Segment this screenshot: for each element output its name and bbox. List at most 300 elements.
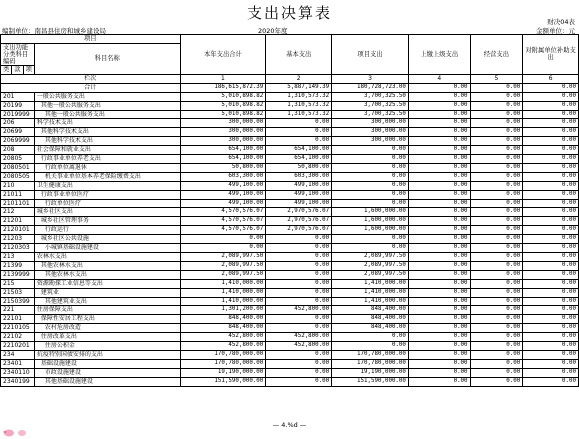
table-row	[1, 155, 579, 164]
amount-cell: 0.00	[266, 235, 332, 244]
amount-cell: 0.00	[408, 137, 470, 146]
amount-cell: 4,570,576.07	[180, 226, 266, 235]
amount-cell: 0.00	[523, 226, 579, 235]
table-row	[1, 270, 579, 279]
amount-cell: 452,800.00	[266, 342, 332, 351]
subject-name: 城乡社区支出	[34, 208, 180, 217]
header-upper: 上缴上级支出	[408, 35, 470, 75]
amount-cell: 0.00	[408, 163, 470, 172]
subject-name: 行政事业单位养老支出	[34, 155, 180, 164]
amount-cell: 0.00	[470, 181, 523, 190]
table-row	[1, 199, 579, 208]
amount-cell: 0.00	[523, 110, 579, 119]
amount-cell: 0.00	[470, 342, 523, 351]
amount-cell: 0.00	[470, 315, 523, 324]
amount-cell: 0.00	[408, 359, 470, 368]
amount-cell: 0.00	[470, 110, 523, 119]
table-row	[1, 235, 579, 244]
amount-cell: 1,310,573.32	[266, 92, 332, 101]
table-row	[1, 333, 579, 342]
amount-cell: 0.00	[523, 155, 579, 164]
amount-cell: 0.00	[266, 261, 332, 270]
header-subsidy: 对附属单位补助支出	[523, 35, 579, 75]
amount-cell: 0.00	[332, 146, 409, 155]
amount-cell: 1,600,000.00	[332, 208, 409, 217]
amount-cell: 0.00	[408, 190, 470, 199]
subject-name: 行政单位医疗	[34, 199, 180, 208]
subject-name: 其他基础设施建设	[34, 377, 180, 386]
amount-cell: 0.00	[470, 92, 523, 101]
amount-cell: 0.00	[470, 350, 523, 359]
amount-cell: 0.00	[470, 297, 523, 306]
amount-cell: 0.00	[266, 368, 332, 377]
amount-cell: 0.00	[470, 324, 523, 333]
amount-cell: 4,570,576.07	[180, 208, 266, 217]
header-section: 款	[12, 65, 23, 74]
amount-cell: 0.00	[523, 181, 579, 190]
header-item: 项	[23, 65, 34, 74]
subject-name: 一般公共服务支出	[34, 92, 180, 101]
amount-cell: 2,970,576.07	[266, 208, 332, 217]
subject-code: 2340199	[1, 377, 35, 386]
subject-code: 2340110	[1, 368, 35, 377]
amount-cell: 0.00	[180, 244, 266, 253]
amount-cell: 848,400.00	[332, 324, 409, 333]
amount-cell: 499,100.00	[180, 181, 266, 190]
subject-code: 221	[1, 306, 35, 315]
amount-cell: 2,970,576.07	[266, 226, 332, 235]
amount-cell: 0.00	[408, 208, 470, 217]
amount-cell: 0.00	[523, 342, 579, 351]
amount-cell: 0.00	[408, 350, 470, 359]
amount-cell: 0.00	[523, 137, 579, 146]
amount-cell: 0.00	[266, 137, 332, 146]
col-num: 2	[266, 74, 332, 83]
subject-name: 其他建筑业支出	[34, 297, 180, 306]
header-total: 本年支出合计	[180, 35, 266, 75]
amount-cell: 1,410,000.00	[332, 288, 409, 297]
subject-name: 小城镇基础设施建设	[34, 244, 180, 253]
amount-cell: 0.00	[332, 181, 409, 190]
subject-name: 农村危房改造	[34, 324, 180, 333]
amount-cell: 0.00	[408, 128, 470, 137]
header-business: 经营支出	[470, 35, 523, 75]
amount-cell: 2,089,997.50	[332, 253, 409, 262]
amount-cell: 0.00	[266, 377, 332, 386]
total-cell: 0.00	[470, 83, 523, 92]
amount-cell: 0.00	[408, 181, 470, 190]
amount-cell: 0.00	[523, 119, 579, 128]
table-row	[1, 163, 579, 172]
amount-cell: 0.00	[408, 244, 470, 253]
table-row	[1, 315, 579, 324]
amount-cell: 0.00	[408, 217, 470, 226]
amount-cell: 1,600,000.00	[332, 226, 409, 235]
amount-cell: 0.00	[470, 288, 523, 297]
subject-name: 机关事业单位基本养老保险缴费支出	[34, 172, 180, 181]
amount-cell: 0.00	[266, 253, 332, 262]
subject-name: 卫生健康支出	[34, 181, 180, 190]
subject-name: 城乡社区公共设施	[34, 235, 180, 244]
amount-cell: 0.00	[523, 101, 579, 110]
amount-cell: 0.00	[470, 270, 523, 279]
amount-cell: 0.00	[408, 324, 470, 333]
amount-cell: 0.00	[408, 101, 470, 110]
subject-code: 21503	[1, 288, 35, 297]
amount-cell: 0.00	[523, 288, 579, 297]
amount-cell: 0.00	[523, 235, 579, 244]
subject-code: 2101101	[1, 199, 35, 208]
amount-cell: 0.00	[266, 350, 332, 359]
amount-cell: 0.00	[332, 235, 409, 244]
amount-cell: 0.00	[523, 190, 579, 199]
amount-cell: 1,301,200.00	[180, 306, 266, 315]
amount-cell: 0.00	[470, 244, 523, 253]
amount-cell: 2,970,576.07	[266, 217, 332, 226]
amount-cell: 0.00	[470, 377, 523, 386]
header-subject-name: 科目名称	[34, 43, 180, 74]
amount-cell: 0.00	[408, 253, 470, 262]
amount-cell: 2,089,997.50	[180, 270, 266, 279]
amount-cell: 603,300.00	[266, 172, 332, 181]
total-label: 合计	[1, 83, 181, 92]
amount-cell: 0.00	[523, 270, 579, 279]
amount-cell: 0.00	[523, 306, 579, 315]
form-code: 财决04表	[547, 18, 575, 26]
amount-cell: 0.00	[408, 377, 470, 386]
amount-cell: 0.00	[470, 190, 523, 199]
amount-cell: 0.00	[523, 297, 579, 306]
amount-cell: 1,410,000.00	[180, 288, 266, 297]
header-func-code: 支出功能分类科目编码	[1, 43, 35, 65]
amount-cell: 0.00	[332, 155, 409, 164]
subject-name: 行政单位离退休	[34, 163, 180, 172]
table-row	[1, 368, 579, 377]
amount-cell: 0.00	[470, 199, 523, 208]
subject-name: 城乡社区管理事务	[34, 217, 180, 226]
amount-cell: 170,780,000.00	[180, 350, 266, 359]
subject-name: 科学技术支出	[34, 119, 180, 128]
money-unit-label: 金额单位：元	[536, 27, 575, 35]
amount-cell: 499,100.00	[266, 190, 332, 199]
amount-cell: 300,000.00	[180, 137, 266, 146]
amount-cell: 0.00	[523, 324, 579, 333]
col-num: 3	[332, 74, 409, 83]
table-row	[1, 261, 579, 270]
amount-cell: 0.00	[408, 368, 470, 377]
amount-cell: 0.00	[470, 261, 523, 270]
amount-cell: 300,000.00	[332, 128, 409, 137]
amount-cell: 0.00	[523, 199, 579, 208]
amount-cell: 50,800.00	[266, 163, 332, 172]
amount-cell: 499,100.00	[266, 181, 332, 190]
subject-code: 21011	[1, 190, 35, 199]
subject-code: 20199	[1, 101, 35, 110]
subject-code: 2120303	[1, 244, 35, 253]
header-basic: 基本支出	[266, 35, 332, 75]
table-row	[1, 146, 579, 155]
amount-cell: 0.00	[266, 244, 332, 253]
amount-cell: 0.00	[523, 368, 579, 377]
amount-cell: 848,400.00	[180, 315, 266, 324]
subject-code: 21201	[1, 217, 35, 226]
amount-cell: 0.00	[408, 297, 470, 306]
amount-cell: 0.00	[470, 155, 523, 164]
subject-code: 2069999	[1, 137, 35, 146]
amount-cell: 848,400.00	[332, 306, 409, 315]
amount-cell: 151,590,000.00	[180, 377, 266, 386]
amount-cell: 1,410,000.00	[180, 297, 266, 306]
amount-cell: 19,190,000.00	[332, 368, 409, 377]
amount-cell: 0.00	[408, 333, 470, 342]
amount-cell: 654,100.00	[266, 155, 332, 164]
table-row	[1, 288, 579, 297]
expenditure-table	[0, 34, 579, 387]
amount-cell: 300,000.00	[180, 119, 266, 128]
amount-cell: 0.00	[523, 359, 579, 368]
subject-code: 2210105	[1, 324, 35, 333]
amount-cell: 0.00	[523, 208, 579, 217]
row-numbers	[1, 74, 579, 83]
table-row	[1, 137, 579, 146]
subject-name: 其他科学技术支出	[34, 128, 180, 137]
table-row	[1, 279, 579, 288]
amount-cell: 0.00	[332, 163, 409, 172]
amount-cell: 1,410,000.00	[332, 297, 409, 306]
table-row	[1, 342, 579, 351]
amount-cell: 452,800.00	[180, 342, 266, 351]
amount-cell: 499,100.00	[180, 199, 266, 208]
amount-cell: 300,000.00	[332, 119, 409, 128]
subject-name: 其他科学技术支出	[34, 137, 180, 146]
amount-cell: 0.00	[332, 342, 409, 351]
row-num-label: 栏次	[1, 74, 181, 83]
amount-cell: 3,700,325.50	[332, 92, 409, 101]
amount-cell: 19,190,000.00	[180, 368, 266, 377]
subject-name: 其他农林水支出	[34, 261, 180, 270]
amount-cell: 848,400.00	[332, 315, 409, 324]
amount-cell: 0.00	[470, 253, 523, 262]
table-row	[1, 350, 579, 359]
amount-cell: 0.00	[408, 342, 470, 351]
col-num: 1	[180, 74, 266, 83]
amount-cell: 1,410,000.00	[180, 279, 266, 288]
amount-cell: 0.00	[470, 101, 523, 110]
subject-code: 201	[1, 92, 35, 101]
subject-code: 213	[1, 253, 35, 262]
amount-cell: 0.00	[470, 368, 523, 377]
amount-cell: 0.00	[266, 119, 332, 128]
amount-cell: 0.00	[408, 155, 470, 164]
amount-cell: 0.00	[408, 146, 470, 155]
amount-cell: 0.00	[408, 270, 470, 279]
total-cell: 0.00	[408, 83, 470, 92]
amount-cell: 0.00	[470, 119, 523, 128]
amount-cell: 170,780,000.00	[332, 359, 409, 368]
subject-name: 建筑业	[34, 288, 180, 297]
subject-code: 234	[1, 350, 35, 359]
subject-name: 农林水支出	[34, 253, 180, 262]
amount-cell: 0.00	[523, 333, 579, 342]
subject-name: 基础设施建设	[34, 359, 180, 368]
amount-cell: 848,400.00	[180, 324, 266, 333]
amount-cell: 2,089,997.50	[180, 253, 266, 262]
table-row	[1, 377, 579, 386]
amount-cell: 0.00	[470, 137, 523, 146]
amount-cell: 2,089,997.50	[180, 261, 266, 270]
subject-name: 其他农林水支出	[34, 270, 180, 279]
amount-cell: 0.00	[470, 333, 523, 342]
subject-code: 2210201	[1, 342, 35, 351]
subject-code: 20805	[1, 155, 35, 164]
table-row	[1, 119, 579, 128]
amount-cell: 0.00	[470, 208, 523, 217]
amount-cell: 3,700,325.50	[332, 101, 409, 110]
subject-code: 2150399	[1, 297, 35, 306]
amount-cell: 0.00	[523, 163, 579, 172]
amount-cell: 0.00	[470, 163, 523, 172]
table-row	[1, 306, 579, 315]
table-row	[1, 101, 579, 110]
subject-code: 20699	[1, 128, 35, 137]
page-footer: — 4.%d —	[272, 421, 307, 429]
amount-cell: 0.00	[332, 190, 409, 199]
amount-cell: 170,780,000.00	[332, 350, 409, 359]
subject-name: 行政运行	[34, 226, 180, 235]
amount-cell: 0.00	[408, 306, 470, 315]
subject-code: 2120101	[1, 226, 35, 235]
amount-cell: 0.00	[470, 279, 523, 288]
amount-cell: 0.00	[523, 146, 579, 155]
amount-cell: 0.00	[180, 235, 266, 244]
amount-cell: 170,780,000.00	[180, 359, 266, 368]
table-row	[1, 297, 579, 306]
header-project: 项目	[1, 35, 181, 44]
amount-cell: 0.00	[332, 172, 409, 181]
amount-cell: 0.00	[470, 235, 523, 244]
page-title: 支出决算表	[246, 4, 332, 22]
amount-cell: 0.00	[408, 288, 470, 297]
subject-code: 21203	[1, 235, 35, 244]
amount-cell: 0.00	[523, 377, 579, 386]
amount-cell: 0.00	[266, 297, 332, 306]
amount-cell: 0.00	[408, 261, 470, 270]
subject-code: 215	[1, 279, 35, 288]
total-cell: 186,615,872.39	[180, 83, 266, 92]
subject-name: 住房改革支出	[34, 333, 180, 342]
subject-code: 212	[1, 208, 35, 217]
amount-cell: 0.00	[408, 315, 470, 324]
amount-cell: 0.00	[470, 146, 523, 155]
amount-cell: 1,600,000.00	[332, 217, 409, 226]
amount-cell: 0.00	[470, 359, 523, 368]
subject-code: 206	[1, 119, 35, 128]
amount-cell: 0.00	[523, 315, 579, 324]
year-label: 2020年度	[258, 27, 288, 35]
subject-name: 资源勘探工业信息等支出	[34, 279, 180, 288]
total-row	[1, 83, 579, 92]
amount-cell: 654,100.00	[180, 146, 266, 155]
amount-cell: 0.00	[470, 306, 523, 315]
table-row	[1, 217, 579, 226]
subject-code: 208	[1, 146, 35, 155]
amount-cell: 0.00	[523, 217, 579, 226]
amount-cell: 603,300.00	[180, 172, 266, 181]
amount-cell: 0.00	[470, 172, 523, 181]
subject-code: 23401	[1, 359, 35, 368]
amount-cell: 0.00	[266, 128, 332, 137]
amount-cell: 452,800.00	[266, 306, 332, 315]
table-row	[1, 253, 579, 262]
table-row	[1, 324, 579, 333]
amount-cell: 4,570,576.07	[180, 217, 266, 226]
table-row	[1, 190, 579, 199]
amount-cell: 300,000.00	[332, 137, 409, 146]
table-row	[1, 226, 579, 235]
amount-cell: 300,000.00	[180, 128, 266, 137]
total-cell: 0.00	[523, 83, 579, 92]
total-cell: 5,887,149.39	[266, 83, 332, 92]
amount-cell: 0.00	[266, 315, 332, 324]
amount-cell: 1,310,573.32	[266, 110, 332, 119]
table-row	[1, 128, 579, 137]
amount-cell: 1,310,573.32	[266, 101, 332, 110]
amount-cell: 5,010,898.82	[180, 110, 266, 119]
amount-cell: 0.00	[408, 226, 470, 235]
subject-code: 22101	[1, 315, 35, 324]
amount-cell: 0.00	[523, 253, 579, 262]
amount-cell: 0.00	[266, 279, 332, 288]
amount-cell: 5,010,898.82	[180, 101, 266, 110]
amount-cell: 0.00	[523, 261, 579, 270]
subject-code: 2080505	[1, 172, 35, 181]
amount-cell: 0.00	[332, 244, 409, 253]
amount-cell: 452,800.00	[266, 333, 332, 342]
table-row	[1, 92, 579, 101]
amount-cell: 1,410,000.00	[332, 279, 409, 288]
table-row	[1, 244, 579, 253]
col-num: 4	[408, 74, 470, 83]
subject-code: 22102	[1, 333, 35, 342]
subject-code: 2139999	[1, 270, 35, 279]
subject-code: 2019999	[1, 110, 35, 119]
amount-cell: 0.00	[523, 92, 579, 101]
subject-name: 住房保障支出	[34, 306, 180, 315]
amount-cell: 0.00	[332, 333, 409, 342]
amount-cell: 499,100.00	[180, 190, 266, 199]
amount-cell: 654,100.00	[266, 146, 332, 155]
amount-cell: 0.00	[523, 172, 579, 181]
header-kind: 类	[1, 65, 12, 74]
subject-name: 住房公积金	[34, 342, 180, 351]
col-num: 5	[470, 74, 523, 83]
amount-cell: 0.00	[266, 359, 332, 368]
subject-name: 其他一般公共服务支出	[34, 110, 180, 119]
amount-cell: 0.00	[332, 199, 409, 208]
amount-cell: 151,590,000.00	[332, 377, 409, 386]
amount-cell: 50,800.00	[180, 163, 266, 172]
amount-cell: 0.00	[523, 350, 579, 359]
amount-cell: 2,089,997.50	[332, 270, 409, 279]
amount-cell: 0.00	[408, 119, 470, 128]
amount-cell: 0.00	[266, 288, 332, 297]
subject-code: 2080501	[1, 163, 35, 172]
col-num: 6	[523, 74, 579, 83]
amount-cell: 452,800.00	[180, 333, 266, 342]
total-cell: 180,728,723.00	[332, 83, 409, 92]
amount-cell: 0.00	[408, 110, 470, 119]
header-project-expense: 项目支出	[332, 35, 409, 75]
